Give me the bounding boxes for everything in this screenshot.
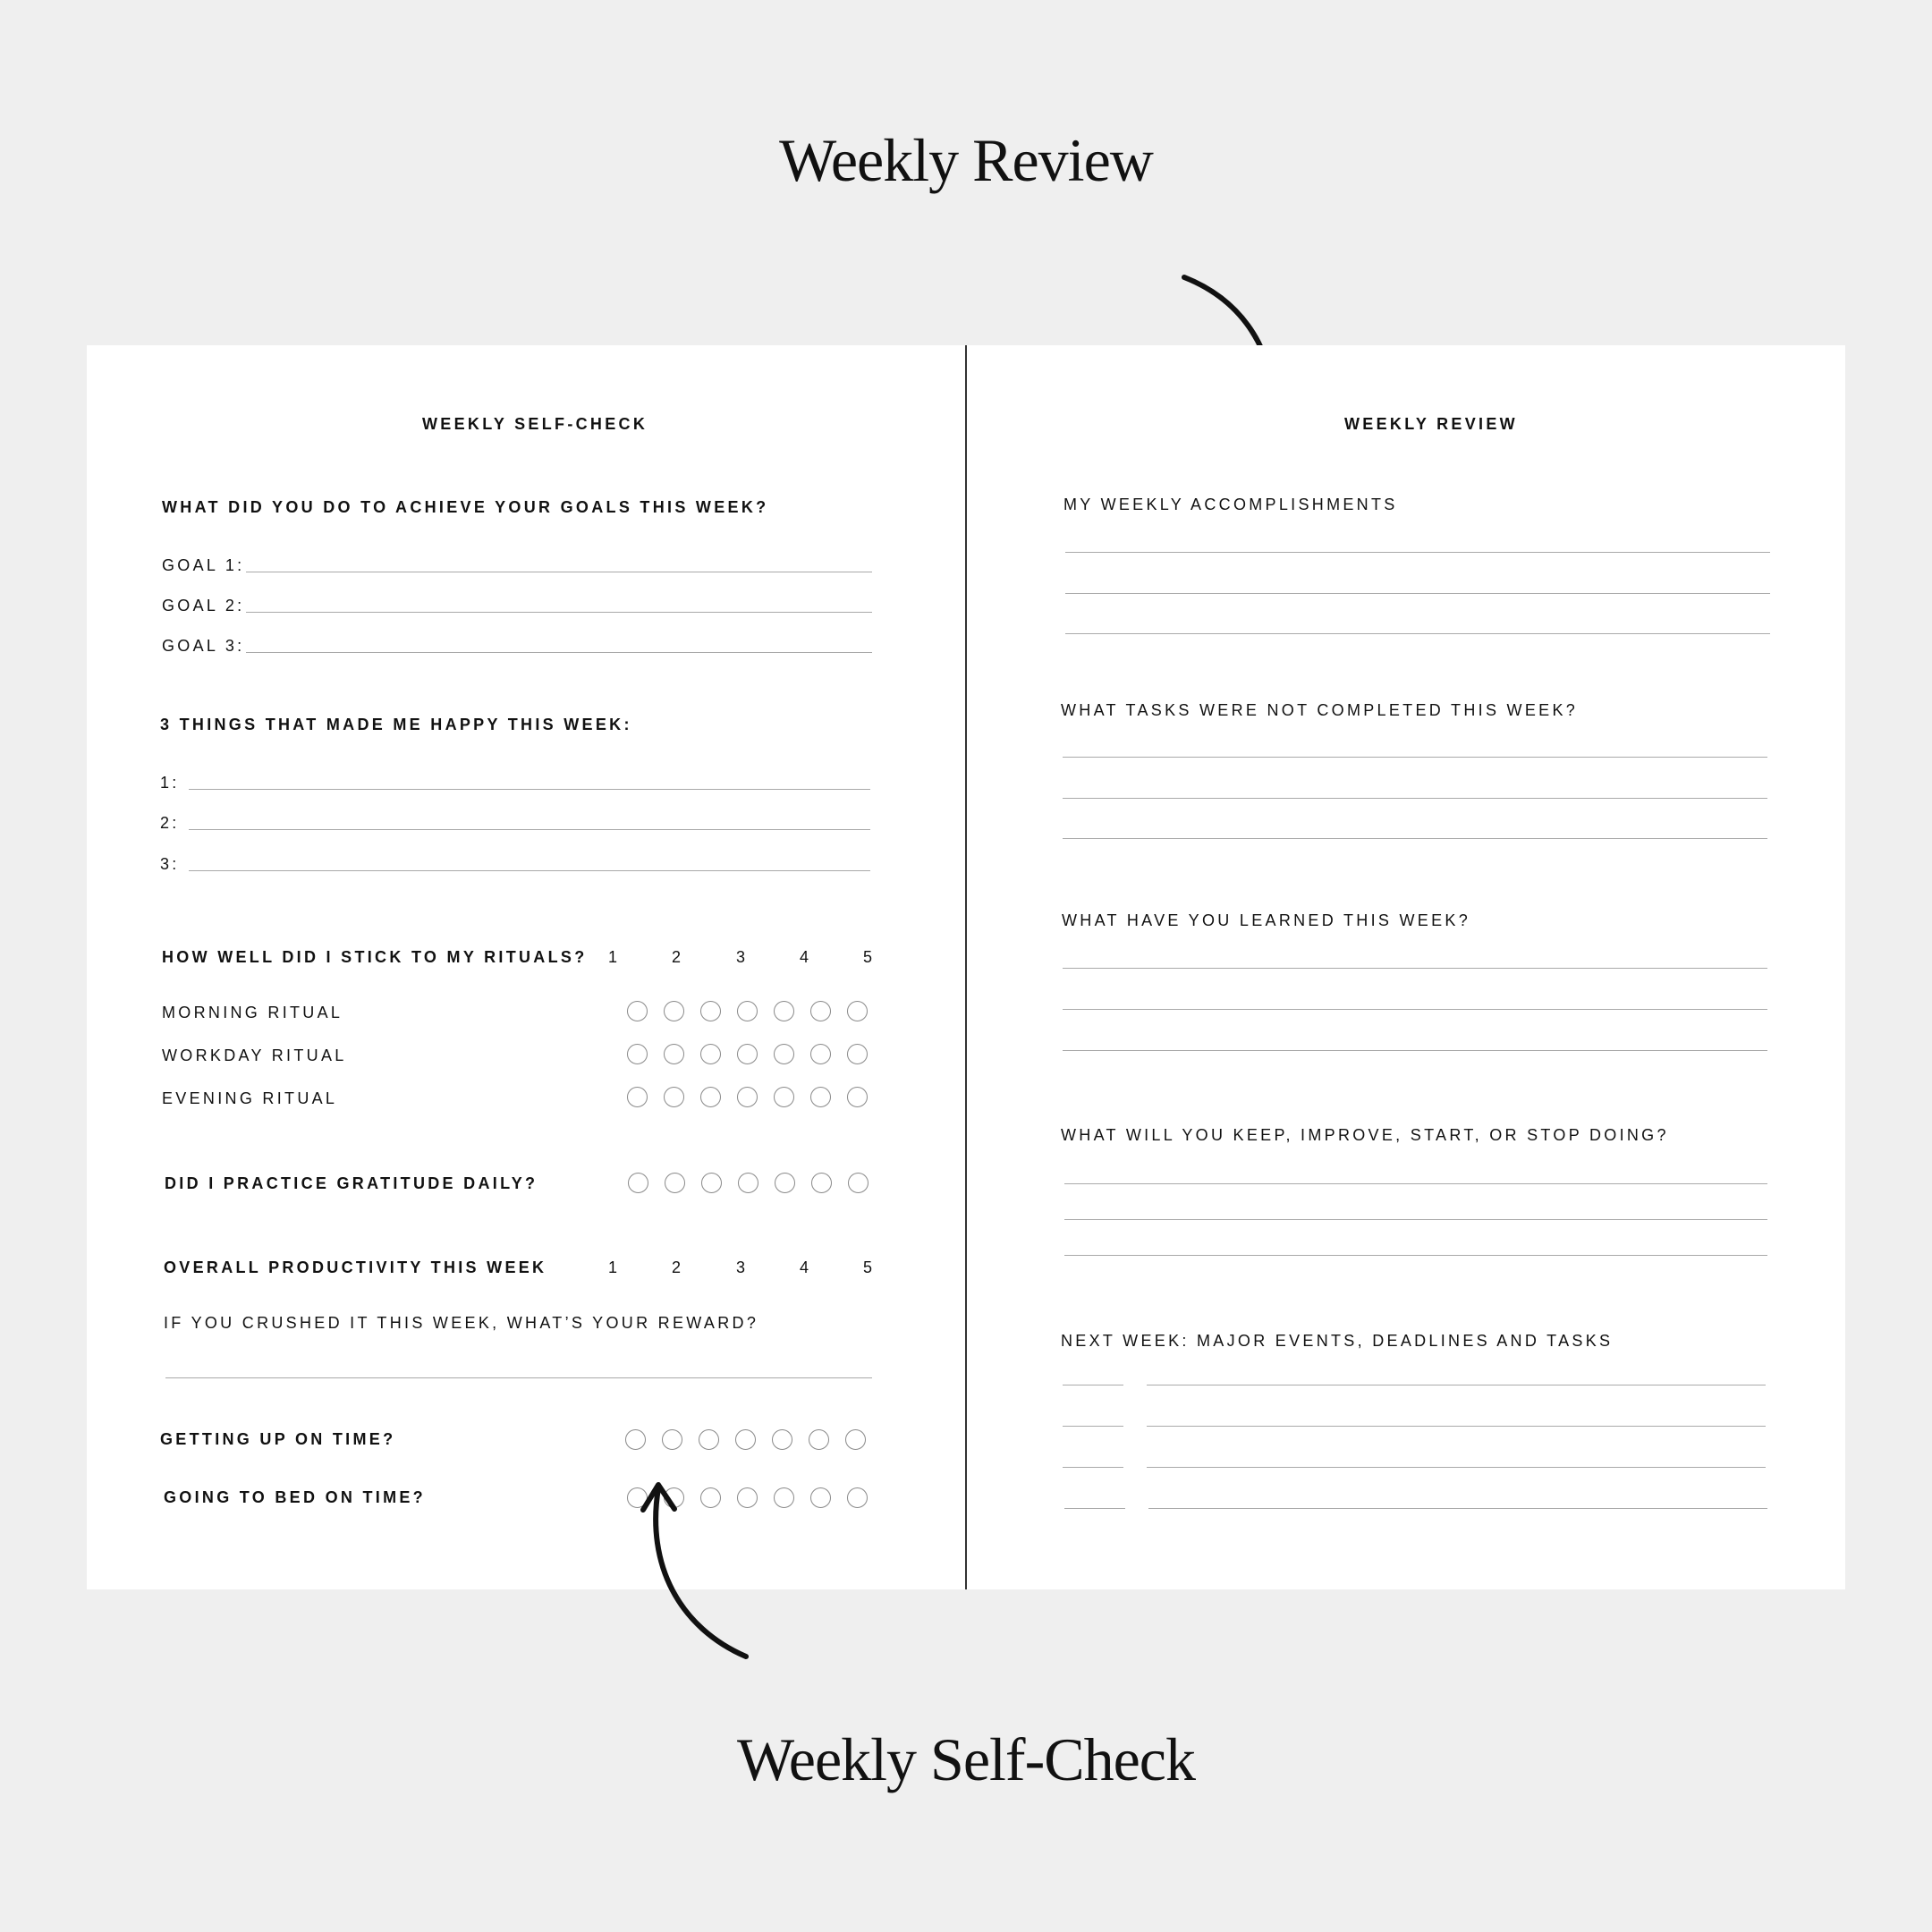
productivity-scale-1: 1: [608, 1258, 621, 1276]
scale-4: 4: [800, 948, 812, 966]
workday-ritual-circle-1[interactable]: [627, 1044, 648, 1064]
gratitude-question: DID I PRACTICE GRATITUDE DAILY?: [165, 1174, 538, 1192]
evening-ritual-label: EVENING RITUAL: [162, 1089, 338, 1107]
keep-improve-line-3[interactable]: [1064, 1255, 1767, 1256]
learned-line-3[interactable]: [1063, 1050, 1767, 1051]
keep-improve-line-2[interactable]: [1064, 1219, 1767, 1220]
not-completed-line-1[interactable]: [1063, 757, 1767, 758]
gratitude-circle-3[interactable]: [701, 1173, 722, 1193]
evening-ritual-circle-4[interactable]: [737, 1087, 758, 1107]
reward-line[interactable]: [165, 1377, 872, 1378]
getting-up-question: GETTING UP ON TIME?: [160, 1430, 396, 1448]
next-week-date-line-4[interactable]: [1064, 1508, 1125, 1509]
happy-question: 3 THINGS THAT MADE ME HAPPY THIS WEEK:: [160, 716, 632, 733]
happy-3-line[interactable]: [189, 870, 870, 871]
workday-ritual-circle-5[interactable]: [774, 1044, 794, 1064]
productivity-scale-3: 3: [736, 1258, 749, 1276]
going-to-bed-question: GOING TO BED ON TIME?: [164, 1488, 426, 1506]
gratitude-circle-7[interactable]: [848, 1173, 869, 1193]
getting-up-circle-2[interactable]: [662, 1429, 682, 1450]
getting-up-circle-5[interactable]: [772, 1429, 792, 1450]
workday-ritual-circle-4[interactable]: [737, 1044, 758, 1064]
next-week-heading: NEXT WEEK: MAJOR EVENTS, DEADLINES AND TASKS: [1061, 1332, 1614, 1350]
goal-1-label: GOAL 1:: [162, 556, 245, 574]
going-to-bed-circle-7[interactable]: [847, 1487, 868, 1508]
morning-ritual-circle-1[interactable]: [627, 1001, 648, 1021]
going-to-bed-circle-5[interactable]: [774, 1487, 794, 1508]
keep-improve-line-1[interactable]: [1064, 1183, 1767, 1184]
getting-up-circle-4[interactable]: [735, 1429, 756, 1450]
workday-ritual-circle-2[interactable]: [664, 1044, 684, 1064]
gratitude-circle-2[interactable]: [665, 1173, 685, 1193]
workday-ritual-circle-7[interactable]: [847, 1044, 868, 1064]
learned-heading: WHAT HAVE YOU LEARNED THIS WEEK?: [1062, 911, 1471, 929]
workday-ritual-circle-3[interactable]: [700, 1044, 721, 1064]
evening-ritual-circle-3[interactable]: [700, 1087, 721, 1107]
morning-ritual-circle-4[interactable]: [737, 1001, 758, 1021]
workday-ritual-circle-6[interactable]: [810, 1044, 831, 1064]
getting-up-circle-7[interactable]: [845, 1429, 866, 1450]
page-divider: [965, 345, 967, 1589]
happy-1-line[interactable]: [189, 789, 870, 790]
happy-2-line[interactable]: [189, 829, 870, 830]
morning-ritual-circle-7[interactable]: [847, 1001, 868, 1021]
going-to-bed-circle-6[interactable]: [810, 1487, 831, 1508]
goal-2-label: GOAL 2:: [162, 597, 245, 614]
learned-line-2[interactable]: [1063, 1009, 1767, 1010]
caption-top: Weekly Review: [779, 126, 1153, 194]
reward-question: IF YOU CRUSHED IT THIS WEEK, WHAT’S YOUR REWARD?: [164, 1314, 759, 1332]
not-completed-line-3[interactable]: [1063, 838, 1767, 839]
accomplishments-line-2[interactable]: [1065, 593, 1770, 594]
review-title: WEEKLY REVIEW: [1344, 415, 1518, 433]
not-completed-line-2[interactable]: [1063, 798, 1767, 799]
morning-ritual-circle-6[interactable]: [810, 1001, 831, 1021]
gratitude-circle-5[interactable]: [775, 1173, 795, 1193]
goal-3-label: GOAL 3:: [162, 637, 245, 655]
accomplishments-heading: MY WEEKLY ACCOMPLISHMENTS: [1063, 496, 1398, 513]
goal-2-line[interactable]: [246, 612, 872, 613]
next-week-task-line-4[interactable]: [1148, 1508, 1767, 1509]
curved-arrow-up-icon: [626, 1467, 769, 1664]
next-week-task-line-2[interactable]: [1147, 1426, 1766, 1427]
productivity-label: OVERALL PRODUCTIVITY THIS WEEK: [164, 1258, 547, 1276]
next-week-task-line-3[interactable]: [1147, 1467, 1766, 1468]
next-week-date-line-3[interactable]: [1063, 1467, 1123, 1468]
caption-bottom: Weekly Self-Check: [737, 1725, 1195, 1793]
goals-question: WHAT DID YOU DO TO ACHIEVE YOUR GOALS THIS WEEK?: [162, 498, 769, 516]
happy-1-label: 1:: [160, 774, 180, 792]
rituals-question: HOW WELL DID I STICK TO MY RITUALS?: [162, 948, 588, 966]
not-completed-heading: WHAT TASKS WERE NOT COMPLETED THIS WEEK?: [1061, 701, 1579, 719]
productivity-scale-4: 4: [800, 1258, 812, 1276]
getting-up-circle-6[interactable]: [809, 1429, 829, 1450]
evening-ritual-circle-7[interactable]: [847, 1087, 868, 1107]
keep-improve-heading: WHAT WILL YOU KEEP, IMPROVE, START, OR STOP DOING?: [1061, 1126, 1669, 1144]
morning-ritual-circle-3[interactable]: [700, 1001, 721, 1021]
productivity-scale-2: 2: [672, 1258, 684, 1276]
accomplishments-line-3[interactable]: [1065, 633, 1770, 634]
evening-ritual-circle-5[interactable]: [774, 1087, 794, 1107]
productivity-scale-5: 5: [863, 1258, 876, 1276]
happy-3-label: 3:: [160, 855, 180, 873]
goal-3-line[interactable]: [246, 652, 872, 653]
getting-up-circle-3[interactable]: [699, 1429, 719, 1450]
self-check-title: WEEKLY SELF-CHECK: [422, 415, 648, 433]
planner-sheet: [87, 345, 1845, 1589]
workday-ritual-label: WORKDAY RITUAL: [162, 1046, 347, 1064]
morning-ritual-label: MORNING RITUAL: [162, 1004, 343, 1021]
happy-2-label: 2:: [160, 814, 180, 832]
gratitude-circle-6[interactable]: [811, 1173, 832, 1193]
getting-up-circle-1[interactable]: [625, 1429, 646, 1450]
scale-3: 3: [736, 948, 749, 966]
scale-2: 2: [672, 948, 684, 966]
evening-ritual-circle-2[interactable]: [664, 1087, 684, 1107]
scale-5: 5: [863, 948, 876, 966]
gratitude-circle-4[interactable]: [738, 1173, 758, 1193]
next-week-date-line-2[interactable]: [1063, 1426, 1123, 1427]
evening-ritual-circle-6[interactable]: [810, 1087, 831, 1107]
morning-ritual-circle-2[interactable]: [664, 1001, 684, 1021]
evening-ritual-circle-1[interactable]: [627, 1087, 648, 1107]
scale-1: 1: [608, 948, 621, 966]
learned-line-1[interactable]: [1063, 968, 1767, 969]
morning-ritual-circle-5[interactable]: [774, 1001, 794, 1021]
accomplishments-line-1[interactable]: [1065, 552, 1770, 553]
gratitude-circle-1[interactable]: [628, 1173, 648, 1193]
